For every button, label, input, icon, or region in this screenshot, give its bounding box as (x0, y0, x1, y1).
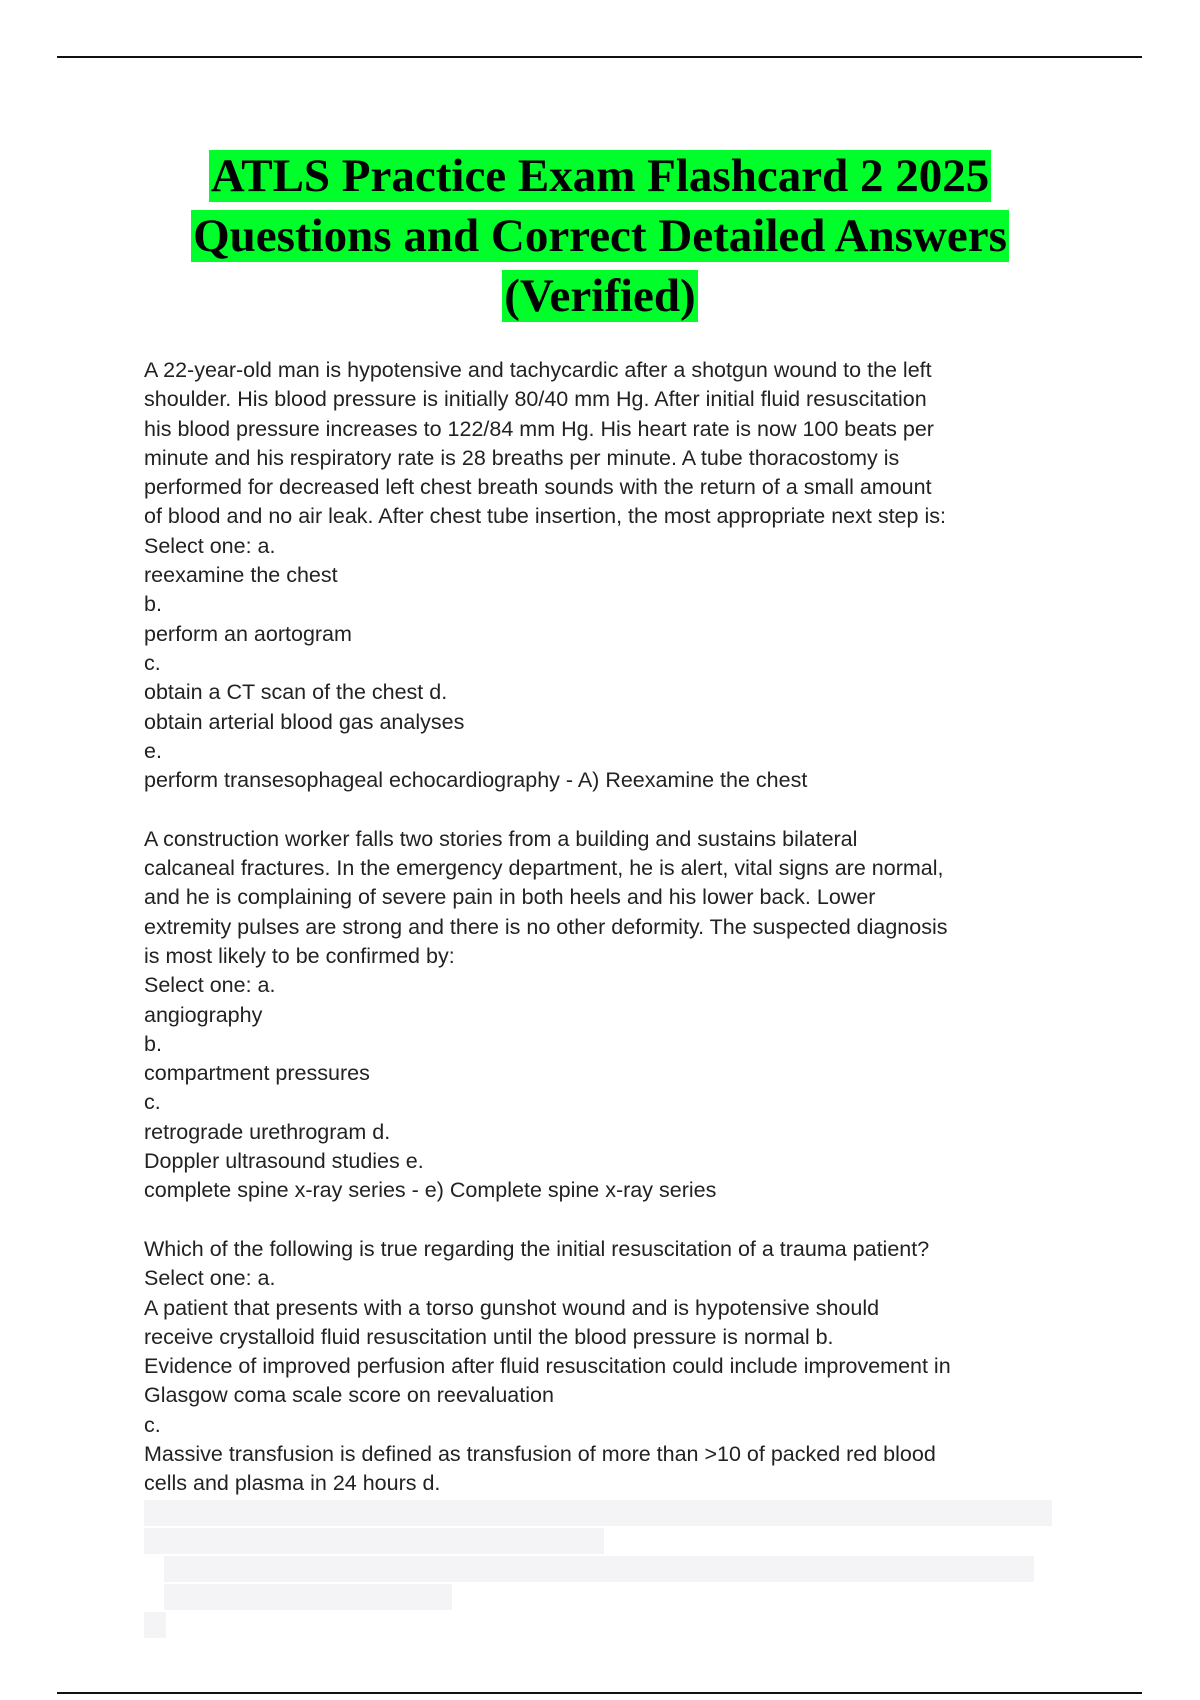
question-3-line: A patient that presents with a torso gunshot wound and is hypotensive should (144, 1295, 880, 1320)
question-2-line: is most likely to be confirmed by: (144, 943, 455, 968)
question-2-line: compartment pressures (144, 1061, 370, 1086)
question-2-line: retrograde urethrogram d. (144, 1119, 391, 1144)
question-1-line: e. (144, 738, 162, 763)
question-block-1 (144, 356, 1064, 795)
question-1-line: c. (144, 650, 161, 675)
document-title (100, 146, 1100, 326)
question-3-line: cells and plasma in 24 hours d. (144, 1471, 441, 1496)
question-1-line: of blood and no air leak. After chest tube insertion, the most appropriate next step is: (144, 504, 946, 529)
question-1-line: Select one: a. (144, 533, 276, 558)
question-1-line: minute and his respiratory rate is 28 breaths per minute. A tube thoracostomy is (144, 445, 900, 470)
question-2-line: complete spine x-ray series - e) Complete spine x-ray series (144, 1178, 717, 1203)
document-body (144, 356, 1064, 1528)
question-2-line: and he is complaining of severe pain in both heels and his lower back. Lower (144, 885, 876, 910)
question-2-line: c. (144, 1090, 161, 1115)
question-1-line: his blood pressure increases to 122/84 mm Hg. His heart rate is now 100 beats per (144, 416, 934, 441)
question-3-line: Glasgow coma scale score on reevaluation (144, 1383, 554, 1408)
question-3-line: receive crystalloid fluid resuscitation until the blood pressure is normal b. (144, 1324, 834, 1349)
faded-text-block (164, 1556, 1034, 1582)
question-2-line: angiography (144, 1002, 263, 1027)
title-line-3: (Verified) (504, 270, 696, 322)
question-1-line: reexamine the chest (144, 563, 338, 588)
bottom-rule (57, 1692, 1142, 1694)
question-block-2 (144, 825, 1064, 1206)
question-1-line: obtain arterial blood gas analyses (144, 709, 465, 734)
question-3-line: Select one: a. (144, 1266, 276, 1291)
top-rule (57, 56, 1142, 58)
question-1-line: perform an aortogram (144, 621, 352, 646)
faded-text-block (144, 1528, 604, 1554)
question-2-line: extremity pulses are strong and there is no other deformity. The suspected diagnosis (144, 914, 948, 939)
question-block-3 (144, 1235, 1064, 1499)
question-2-line: Doppler ultrasound studies e. (144, 1149, 424, 1174)
question-1-line: b. (144, 592, 162, 617)
faded-text-block (164, 1584, 452, 1610)
title-line-1: ATLS Practice Exam Flashcard 2 2025 (210, 150, 990, 202)
question-3-line: Which of the following is true regarding the initial resuscitation of a trauma patient? (144, 1236, 930, 1261)
question-2-line: A construction worker falls two stories from a building and sustains bilateral (144, 826, 858, 851)
question-2-line: calcaneal fractures. In the emergency department, he is alert, vital signs are normal, (144, 856, 944, 881)
question-1-line: perform transesophageal echocardiography - A) Reexamine the chest (144, 768, 808, 793)
question-3-line: c. (144, 1412, 161, 1437)
question-1-line: A 22-year-old man is hypotensive and tachycardic after a shotgun wound to the left (144, 358, 932, 382)
question-1-line: performed for decreased left chest breath sounds with the return of a small amount (144, 475, 932, 500)
faded-text-block (144, 1612, 166, 1638)
title-line-2: Questions and Correct Detailed Answers (193, 210, 1007, 262)
question-1-line: obtain a CT scan of the chest d. (144, 680, 448, 705)
question-2-line: Select one: a. (144, 973, 276, 998)
question-2-line: b. (144, 1031, 162, 1056)
question-3-line: Evidence of improved perfusion after fluid resuscitation could include improvement in (144, 1354, 951, 1379)
question-1-line: shoulder. His blood pressure is initially 80/40 mm Hg. After initial fluid resuscitation (144, 387, 927, 412)
question-3-line: Massive transfusion is defined as transfusion of more than >10 of packed red blood (144, 1441, 936, 1466)
